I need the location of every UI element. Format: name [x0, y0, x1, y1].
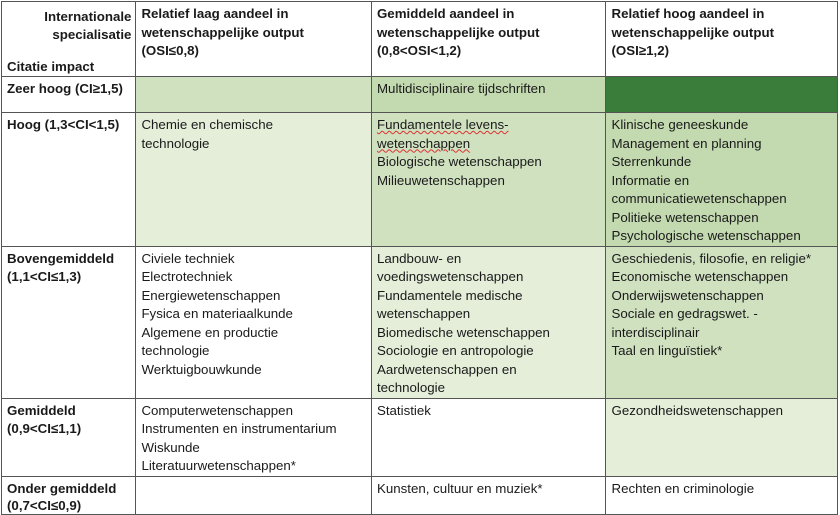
cell-mid: [371, 77, 606, 113]
header-line: wetenschappelijke output: [611, 24, 775, 40]
discipline-item: wetenschappen: [376, 306, 471, 321]
discipline-item: Biomedische wetenschappen: [376, 324, 550, 340]
header-line: Relatief hoog aandeel in: [611, 6, 765, 21]
row-label: [2, 476, 136, 514]
row-label: [2, 246, 136, 398]
discipline-item: Informatie en: [611, 172, 690, 188]
discipline-item: Rechten en criminologie: [611, 480, 755, 496]
cell-low: [136, 113, 372, 247]
header-line: (0,8<OSI<1,2): [376, 43, 462, 58]
discipline-item: Biologische wetenschappen: [376, 154, 542, 169]
cell-high: [606, 77, 838, 113]
header-line: Relatief laag aandeel in: [141, 6, 289, 21]
discipline-item: Kunsten, cultuur en muziek*: [376, 480, 543, 496]
cell-low: [136, 246, 372, 398]
discipline-item: Fysica en materiaalkunde: [141, 306, 293, 321]
discipline-item: Management en planning: [611, 135, 762, 151]
discipline-item: communicatiewetenschappen: [611, 191, 787, 206]
discipline-item: Onderwijswetenschappen: [611, 287, 764, 303]
row-label-line: (0,9<CI≤1,1): [7, 421, 82, 436]
row-onder-gemiddeld: [2, 476, 838, 514]
discipline-item: Landbouw- en: [376, 250, 462, 266]
cell-low: [136, 398, 372, 476]
cell-mid: [371, 398, 606, 476]
row-zeer-hoog: [2, 77, 838, 113]
cell-high: [606, 246, 838, 398]
corner-header-cell: [2, 2, 136, 77]
discipline-item: technologie: [141, 135, 210, 151]
discipline-item: Klinische geneeskunde: [611, 117, 749, 132]
row-label-line: Bovengemiddeld: [7, 250, 115, 266]
row-bovengemiddeld: [2, 246, 838, 398]
discipline-item: Milieuwetenschappen: [376, 172, 505, 188]
cell-mid: [371, 246, 606, 398]
discipline-item: voedingswetenschappen: [376, 269, 524, 284]
discipline-item: Literatuurwetenschappen*: [141, 458, 296, 473]
discipline-item: Electrotechniek: [141, 269, 233, 284]
header-line: (OSI≥1,2): [611, 43, 670, 58]
cell-low: [136, 77, 372, 113]
row-label: [2, 113, 136, 247]
row-label-line: Zeer hoog (CI≥1,5): [7, 81, 123, 96]
discipline-item: Psychologische wetenschappen: [611, 228, 801, 243]
discipline-item: Politieke wetenschappen: [611, 209, 759, 225]
discipline-item: Statistiek: [376, 402, 431, 418]
discipline-item: wetenschappen: [376, 135, 471, 151]
discipline-item: Economische wetenschappen: [611, 269, 789, 284]
row-label-line: (0,7<CI≤0,9): [7, 497, 82, 513]
discipline-item: Fundamentele levens-: [376, 117, 509, 132]
discipline-item: Chemie en chemische: [141, 117, 273, 132]
discipline-item: technologie: [141, 343, 210, 358]
discipline-item: Multidisciplinaire tijdschriften: [376, 81, 546, 96]
discipline-item: Gezondheidswetenschappen: [611, 402, 783, 418]
row-label-line: Gemiddeld: [7, 402, 76, 418]
cell-mid: [371, 476, 606, 514]
column-header-low: [136, 2, 372, 77]
header-line: Gemiddeld aandeel in: [376, 6, 515, 21]
cell-high: [606, 476, 838, 514]
discipline-item: Aardwetenschappen en: [376, 361, 517, 377]
header-line: wetenschappelijke output: [141, 24, 304, 40]
header-line: wetenschappelijke output: [376, 24, 540, 40]
discipline-item: Energiewetenschappen: [141, 287, 281, 303]
specialisation-axis-label: [44, 8, 131, 44]
discipline-item: Computerwetenschappen: [141, 402, 293, 418]
discipline-item: Sterrenkunde: [611, 154, 692, 169]
discipline-item: Algemene en productie: [141, 324, 279, 340]
discipline-item: Geschiedenis, filosofie, en religie*: [611, 250, 812, 266]
row-gemiddeld: [2, 398, 838, 476]
row-label: [2, 398, 136, 476]
header-line: (OSI≤0,8): [141, 43, 199, 58]
row-label: [2, 77, 136, 113]
row-hoog: [2, 113, 838, 247]
column-header-mid: [371, 2, 606, 77]
cell-high: [606, 113, 838, 247]
discipline-item: Taal en linguïstiek*: [611, 343, 723, 358]
citation-axis-label: Citatie impact: [7, 59, 95, 74]
row-label-line: (1,1<CI≤1,3): [7, 269, 82, 284]
cell-mid: [371, 113, 606, 247]
column-header-high: [606, 2, 838, 77]
discipline-item: Fundamentele medische: [376, 287, 523, 303]
discipline-item: interdisciplinair: [611, 324, 700, 340]
row-label-line: Onder gemiddeld: [7, 480, 117, 496]
discipline-item: Instrumenten en instrumentarium: [141, 421, 337, 436]
discipline-item: Wiskunde: [141, 439, 200, 455]
citation-specialisation-table: [1, 1, 838, 515]
cell-low: [136, 476, 372, 514]
discipline-item: Civiele techniek: [141, 250, 235, 266]
header-row: [2, 2, 838, 77]
specialisation-label-line: specialisatie: [52, 27, 132, 42]
specialisation-label-line: Internationale: [44, 9, 132, 24]
cell-high: [606, 398, 838, 476]
row-label-line: Hoog (1,3<CI<1,5): [7, 117, 120, 132]
discipline-item: technologie: [376, 380, 445, 395]
discipline-item: Sociologie en antropologie: [376, 343, 534, 358]
discipline-item: Werktuigbouwkunde: [141, 361, 262, 377]
discipline-item: Sociale en gedragswet. -: [611, 306, 758, 321]
